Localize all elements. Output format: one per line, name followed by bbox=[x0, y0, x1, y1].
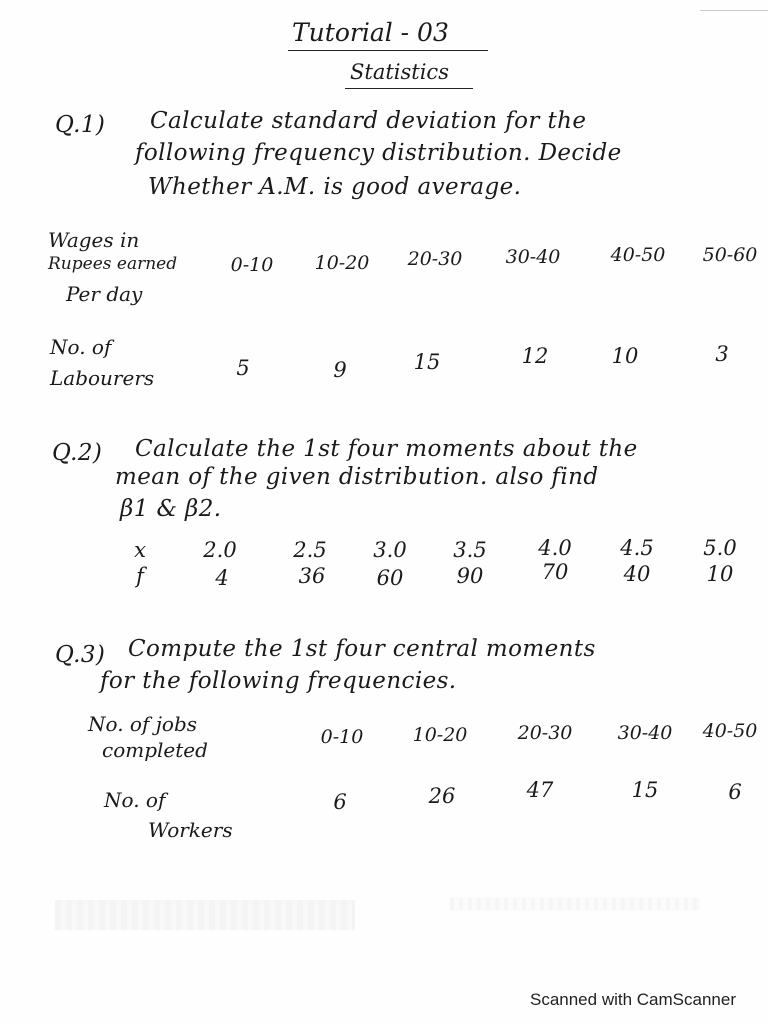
q1-labourers-cell: 3 bbox=[715, 342, 729, 366]
page-subtitle: Statistics bbox=[350, 60, 449, 84]
bleed-through-smudge bbox=[450, 898, 700, 910]
q3-line-2: for the following frequencies. bbox=[100, 668, 457, 694]
q1-labourers-cell: 9 bbox=[333, 358, 347, 382]
q2-f-cell: 90 bbox=[456, 564, 484, 588]
q1-number: Q.1) bbox=[55, 112, 106, 138]
q1-wage-cell: 30-40 bbox=[505, 246, 561, 268]
q3-number: Q.3) bbox=[55, 642, 106, 668]
q3-workers-cell: 47 bbox=[526, 778, 554, 802]
q2-f-cell: 10 bbox=[706, 562, 734, 586]
q2-x-cell: 4.5 bbox=[620, 536, 654, 560]
q1-line-3: Whether A.M. is good average. bbox=[148, 174, 522, 200]
q3-row2-label-line: Workers bbox=[148, 818, 233, 842]
q2-x-cell: 2.0 bbox=[203, 538, 237, 562]
q3-row1-label-line: No. of jobs bbox=[88, 712, 198, 736]
q3-workers-cell: 6 bbox=[333, 790, 347, 814]
q1-labourers-cell: 12 bbox=[521, 344, 549, 368]
q3-line-1: Compute the 1st four central moments bbox=[128, 636, 596, 662]
scanner-watermark: Scanned with CamScanner bbox=[529, 990, 736, 1009]
q1-row2-label-line: No. of bbox=[50, 335, 112, 359]
q1-labourers-cell: 5 bbox=[236, 356, 250, 380]
q3-jobs-cell: 10-20 bbox=[412, 724, 468, 746]
q1-wage-cell: 20-30 bbox=[407, 248, 463, 270]
q1-wage-cell: 50-60 bbox=[702, 244, 758, 266]
q1-wage-cell: 0-10 bbox=[230, 254, 274, 276]
subtitle-underline bbox=[345, 88, 473, 89]
page-title: Tutorial - 03 bbox=[292, 18, 449, 47]
scan-edge-line bbox=[700, 10, 768, 11]
q2-number: Q.2) bbox=[52, 440, 103, 466]
q3-jobs-cell: 0-10 bbox=[320, 726, 364, 748]
q3-row2-label-line: No. of bbox=[104, 788, 166, 812]
q2-f-cell: 36 bbox=[298, 564, 326, 588]
q3-jobs-cell: 20-30 bbox=[517, 722, 573, 744]
q1-row2-label-line: Labourers bbox=[50, 366, 155, 390]
q2-x-cell: 3.0 bbox=[373, 538, 407, 562]
q2-x-cell: 3.5 bbox=[453, 538, 487, 562]
title-underline bbox=[288, 50, 488, 51]
q3-workers-cell: 6 bbox=[728, 780, 742, 804]
q2-f-cell: 40 bbox=[623, 562, 651, 586]
q2-x-cell: 5.0 bbox=[703, 536, 737, 560]
q2-line-3: β1 & β2. bbox=[120, 496, 222, 522]
q1-wage-cell: 10-20 bbox=[314, 252, 370, 274]
bleed-through-smudge bbox=[55, 900, 355, 930]
q2-x-label: x bbox=[134, 538, 146, 562]
q3-workers-cell: 26 bbox=[428, 784, 456, 808]
q1-row1-label-line: Wages in bbox=[48, 228, 140, 252]
q3-jobs-cell: 40-50 bbox=[702, 720, 758, 742]
q1-line-2: following frequency distribution. Decide bbox=[135, 140, 622, 166]
q3-row1-label-line: completed bbox=[102, 738, 208, 762]
q2-x-cell: 4.0 bbox=[538, 536, 572, 560]
q1-labourers-cell: 10 bbox=[611, 344, 639, 368]
q1-row1-label-line: Per day bbox=[66, 282, 143, 306]
q3-workers-cell: 15 bbox=[631, 778, 659, 802]
q3-jobs-cell: 30-40 bbox=[617, 722, 673, 744]
q2-line-1: Calculate the 1st four moments about the bbox=[135, 436, 638, 462]
q1-labourers-cell: 15 bbox=[413, 350, 441, 374]
q2-x-cell: 2.5 bbox=[293, 538, 327, 562]
q2-f-label: f bbox=[136, 564, 144, 588]
q2-f-cell: 70 bbox=[541, 560, 569, 584]
q1-row1-label-line: Rupees earned bbox=[48, 254, 178, 274]
q1-line-1: Calculate standard deviation for the bbox=[150, 108, 587, 134]
q2-line-2: mean of the given distribution. also find bbox=[115, 464, 599, 490]
q2-f-cell: 4 bbox=[215, 566, 229, 590]
q2-f-cell: 60 bbox=[376, 566, 404, 590]
q1-wage-cell: 40-50 bbox=[610, 244, 666, 266]
